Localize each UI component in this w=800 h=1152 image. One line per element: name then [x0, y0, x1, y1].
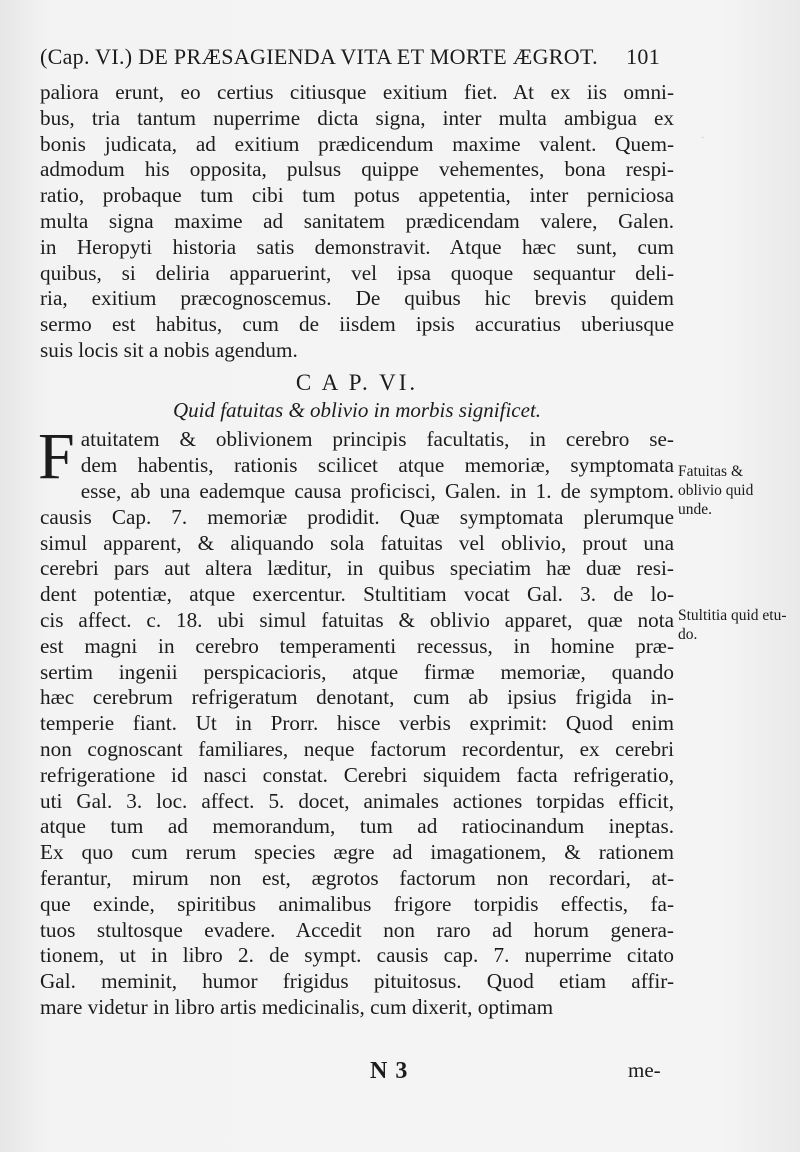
text-line: quibus, si deliria apparuerint, vel ipsa quoque sequantur deli-	[40, 260, 674, 285]
text-line: sermo est habitus, cum de iisdem ipsis accuratius uberiusque	[40, 312, 674, 337]
text-line: refrigeratione id nasci constat. Cerebri siquidem facta refrigeratio,	[40, 762, 674, 787]
text-line: suis locis sit a nobis agendum.	[40, 337, 298, 362]
page-number: 101	[626, 44, 660, 69]
margin-note-stultitia: Stultitia quid etu- do.	[678, 607, 787, 643]
text-line: que exinde, spiritibus animalibus frigore torpidis effectis, fa-	[40, 891, 674, 916]
text-line: cerebri pars aut altera læditur, in quibus speciatim hæ duæ resi-	[40, 556, 674, 581]
text-line: non cognoscant familiares, neque factorum recordentur, ex cerebri	[40, 736, 674, 761]
bleed-through-text: ·	[700, 128, 706, 147]
text-line: bus, tria tantum nuperrime dicta signa, inter multa ambigua ex	[40, 105, 674, 130]
text-line: cis affect. c. 18. ubi simul fatuitas & oblivio apparet, quæ nota	[40, 607, 674, 632]
text-line: causis Cap. 7. memoriæ prodidit. Quæ symptomata plerumque	[40, 504, 674, 529]
text-line: Ex quo cum rerum species ægre ad imagationem, & rationem	[40, 840, 674, 865]
text-line: simul apparent, & aliquando sola fatuitas vel oblivio, prout una	[40, 530, 674, 555]
drop-cap: F	[38, 420, 75, 494]
text-line: temperie fiant. Ut in Prorr. hisce verbis exprimit: Quod enim	[40, 711, 674, 736]
text-line: ratio, probaque tum cibi tum potus appetentia, inter perniciosa	[40, 183, 674, 208]
text-line: ria, exitium præcognoscemus. De quibus hic brevis quidem	[40, 286, 674, 311]
text-line: in Heropyti historia satis demonstravit. Atque hæc sunt, cum	[40, 234, 674, 259]
margin-note-fatuitas: Fatuitas & oblivio quid unde.	[678, 463, 754, 518]
text-line: est magni in cerebro temperamenti recessus, in homine præ-	[40, 633, 674, 658]
running-header	[40, 44, 660, 78]
text-line: Gal. meminit, humor frigidus pituitosus. Quod etiam affir-	[40, 969, 674, 994]
text-line: multa signa maxime ad sanitatem prædicendam valere, Galen.	[40, 208, 674, 233]
text-line: dem habentis, rationis scilicet atque memoriæ, symptomata	[80, 453, 674, 478]
text-line: sertim ingenii perspicacioris, atque firmæ memoriæ, quando	[40, 659, 674, 684]
text-line: atuitatem & oblivionem principis facultatis, in cerebro se-	[80, 427, 674, 452]
running-title: (Cap. VI.) DE PRÆSAGIENDA VITA ET MORTE ÆGROT.	[40, 44, 598, 69]
catchword: me-	[628, 1058, 661, 1082]
chapter-paragraph	[38, 420, 674, 1020]
text-line: esse, ab una eademque causa proficisci, Galen. in 1. de symptom.	[80, 478, 674, 503]
paragraph-continued	[40, 80, 674, 364]
text-line: paliora erunt, eo certius citiusque exitium fiet. At ex iis omni-	[40, 80, 674, 104]
text-line: bonis judicata, ad exitium prædicendum maxime valent. Quem-	[40, 131, 674, 156]
chapter-subheading: Quid fatuitas & oblivio in morbis significet.	[172, 397, 542, 422]
text-line: admodum his opposita, pulsus quippe vehementes, bona respi-	[40, 157, 674, 182]
signature-mark: N 3	[370, 1058, 409, 1084]
text-line: mare videtur in libro artis medicinalis, cum dixerit, optimam	[40, 994, 554, 1019]
text-line: hæc cerebrum refrigeratum denotant, cum ab ipsius frigida in-	[40, 685, 674, 710]
text-line: atque tum ad memorandum, tum ad ratiocinandum ineptas.	[40, 814, 674, 839]
text-line: uti Gal. 3. loc. affect. 5. docet, animales actiones torpidas efficit,	[40, 788, 674, 813]
main-text-block	[40, 80, 674, 1021]
text-line: tionem, ut in libro 2. de sympt. causis cap. 7. nuperrime citato	[40, 943, 674, 968]
text-line: dent potentiæ, atque exercentur. Stultitiam vocat Gal. 3. de lo-	[40, 582, 674, 607]
chapter-heading: C A P. VI.	[295, 369, 419, 395]
text-line: ferantur, mirum non est, ægrotos factorum non recordari, at-	[40, 865, 674, 890]
text-line: tuos stultosque evadere. Accedit non raro ad horum genera-	[40, 917, 674, 942]
